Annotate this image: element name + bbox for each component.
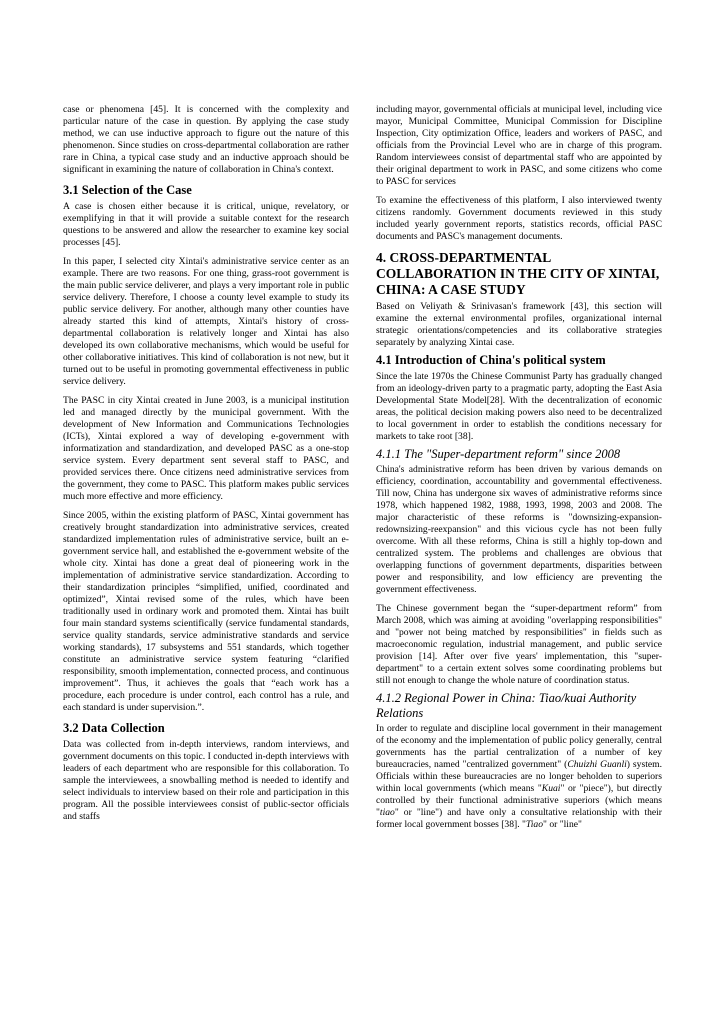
paragraph: China's administrative reform has been driven by various demands on efficiency, coordination, accountability and governmental effectiveness. Till now, China has undergone six waves of administrative reforms since 1978, which happened 1982, 1988, 1993, 1998, 2003 and 2008. The major characteristic of these reforms is "downsizing-expansion-redownsizing-reexpansion" and this vicious cycle has not been fully overcome. With all these reforms, China is still a highly top-down and centralized system. The problems and challenges are obvious that overlapping functions of government departments, disparities between power and responsibility, and low efficiency are preventing the government effectiveness. (376, 464, 662, 595)
section-heading-4: 4. CROSS-DEPARTMENTAL COLLABORATION IN THE CITY OF XINTAI, CHINA: A CASE STUDY (376, 250, 660, 297)
right-column (376, 104, 662, 838)
paragraph: including mayor, governmental officials at municipal level, including vice mayor, Municipal Committee, Municipal Commission for Discipline Inspection, City optimization Office, leaders and workers of PASC, and officials from the Provincial Level who are in charge of this program. Random interviewees consist of departmental staff who are appointed by their original department to work in PASC, and some citizens who come to PASC for services (376, 104, 662, 187)
paragraph: The Chinese government began the “super-department reform” from March 2008, which was aiming at avoiding "overlapping responsibilities" and "power not being matched by responsibilities" in fields such as macroeconomic regulation, industrial management, and public service provision [14]. After over five years' implementation, this "super-department" to a certain extent solves some coordinating problems but still not enough to change the whole nature of coordination status. (376, 603, 662, 686)
italic-term: tiao (379, 807, 395, 818)
italic-term: Chuizhi Guanli (567, 759, 627, 770)
paragraph: A case is chosen either because it is critical, unique, revelatory, or exemplifying in that it will provide a suitable context for the research questions to be answered and allow the researcher to examine key social processes [45]. (63, 201, 349, 248)
italic-term: Kuai (541, 783, 561, 794)
paragraph: Based on Veliyath & Srinivasan's framework [43], this section will examine the external environmental profiles, organizational internal strategic orientations/competencies and its collaborative strategies separately by analyzing Xintai case. (376, 301, 662, 348)
text-run: " or "line") and have only a consultative relationship with their former local government bosses [38]. " (376, 807, 662, 830)
text-run: ) system. Officials within these bureaucracies are no longer beholden to superiors within local governments (which means " (376, 759, 662, 794)
text-run: " or "piece"), but directly controlled by their functional administrative superiors (which means " (376, 783, 662, 818)
paragraph: To examine the effectiveness of this platform, I also interviewed twenty citizens randomly. Government documents reviewed in this study included yearly government reports, statistics records, official PASC documents and PASC's management documents. (376, 195, 662, 242)
subsection-heading-4-1-2: 4.1.2 Regional Power in China: Tiao/kuai Authority Relations (376, 691, 637, 720)
paragraph: Since 2005, within the existing platform of PASC, Xintai government has creatively brought standardization into administrative services, created standardized implementation rules of administrative service, built an e-government service hall, and established the e-government website of the whole city. Xintai has done a great deal of pioneering work in the implementation of administrative service standardization. According to their standardization principles “simplified, unified, coordinated and optimized”, Xintai revised some of the rules, which have been traditionally used in ordinary work and promoted them. Xintai has built four main standard systems scientifically (service fundamental standards, service quality standards, service administrative standards and service working standards), 17 subsystems and 551 standards, which together constitute an administrative service system featuring “clarified responsibility, smooth implementation, connected process, and continuous improvement”. Thus, it achieves the goals that “each work has a procedure, each procedure is under control, each control has a rule, and each standard is under supervision.”. (63, 510, 349, 713)
paragraph (376, 723, 662, 831)
text-run: " or "line" (543, 819, 582, 830)
paragraph: The PASC in city Xintai created in June 2003, is a municipal institution led and managed directly by the municipal government. With the development of New Information and Communications Technologies (ICTs), Xintai explored a way of developing e-government with informatization and standardization, and developed PASC as a one-stop service system. Every department sent several staff to PASC, and provided services there. Once citizens need administrative services from the government, they come to PASC. This platform makes public services much more effective and more efficiency. (63, 395, 349, 502)
paragraph: Since the late 1970s the Chinese Communist Party has gradually changed from an ideology-driven party to a pragmatic party, adopting the East Asia Developmental State Model[28]. With the decentralization of economic areas, the political decision making powers also need to be decentralized to local government in order to establish the conditions necessary for markets to take root [38]. (376, 371, 662, 442)
paragraph: Data was collected from in-depth interviews, random interviews, and government documents on this topic. I conducted in-depth interviews with leaders of each department who are responsible for this collaboration. To sample the interviewees, a snowballing method is needed to identify and select individuals to interview based on their role and participation in this program. All the possible interviewees consist of public-sector officials and staffs (63, 739, 349, 822)
subsection-heading-4-1-1: 4.1.1 The "Super-department reform" since 2008 (376, 447, 621, 461)
paragraph: case or phenomena [45]. It is concerned with the complexity and particular nature of the case in question. By applying the case study method, we can use inductive approach to figure out the nature of this phenomenon. Since studies on cross-departmental collaboration are rather rare in China, a typical case study and an inductive approach should be significant in examining the nature of collaboration in China's context. (63, 104, 349, 175)
section-heading-4-1: 4.1 Introduction of China's political system (376, 353, 606, 367)
text-run: In order to regulate and discipline local government in their management of the economy and the implementation of public policy generally, central governments has the partial centralization of a number of key bureaucracies, named "centralized government" ( (376, 723, 662, 770)
left-column (63, 104, 349, 830)
paragraph: In this paper, I selected city Xintai's administrative service center as an example. There are two reasons. For one thing, grass-root government is the main public service deliverer, and plays a very important role in public service delivery. Therefore, I choose a county level example to study its public service delivery. For another, although many other counties have already started this kind of attempts, Xintai's history of cross-departmental collaboration is relatively longer and Xintai has also developed its own collaborative mechanisms, which would be useful for other collaborative initiatives. This kind of collaboration is not new, but it turned out to be useful in promoting governmental effectiveness in public service delivery. (63, 256, 349, 387)
italic-term: Tiao (525, 819, 543, 830)
section-heading-3-1: 3.1 Selection of the Case (63, 183, 192, 197)
section-heading-3-2: 3.2 Data Collection (63, 721, 165, 735)
